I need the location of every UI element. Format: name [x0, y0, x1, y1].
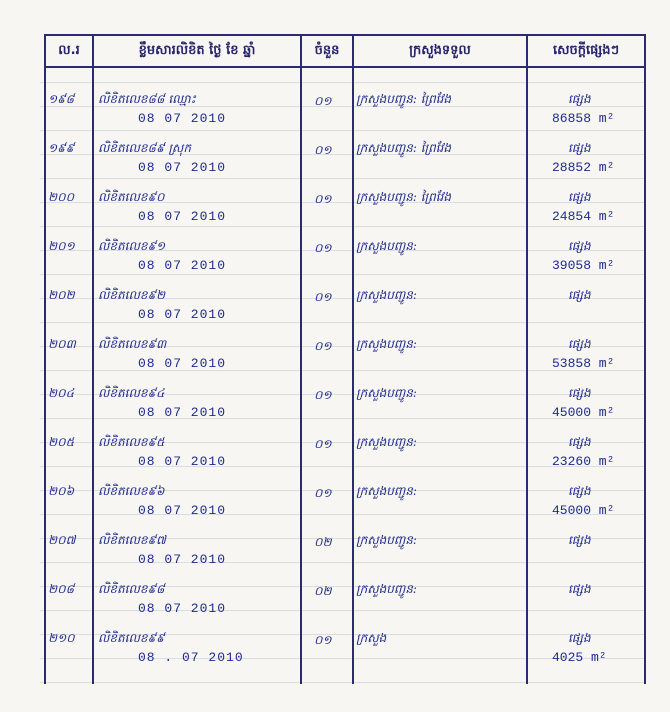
header-record: ខ្លឹមសារលិខិត ថ្ងៃ ខែ ឆ្នាំ [138, 42, 256, 58]
col-border-left [44, 34, 46, 684]
row-office1: ក្រសួងបញ្ជូន: [356, 239, 417, 253]
row-note2: 53858 m² [552, 356, 615, 371]
row-no: ២១០ [48, 631, 75, 645]
row-office1: ក្រសួងបញ្ជូន: ព្រៃវែង [356, 190, 451, 204]
table-top-border [44, 34, 646, 36]
row-note2: 23260 m² [552, 454, 615, 469]
row-count: ០១ [314, 339, 332, 353]
row-note1: ផ្សេង [568, 190, 591, 204]
row-date: 08 07 2010 [138, 552, 227, 567]
row-count: ០១ [314, 94, 332, 108]
ruling-line [40, 82, 646, 83]
row-record: លិខិតលេខ៨៨ ឈ្មោះ [98, 92, 196, 106]
row-no: ២០១ [48, 239, 75, 253]
row-note2: 4025 m² [552, 650, 607, 665]
row-office1: ក្រសួងបញ្ជូន: [356, 386, 417, 400]
row-record: លិខិតលេខ៩១ [98, 239, 166, 253]
row-count: ០១ [314, 388, 332, 402]
row-record: លិខិតលេខ៩៩ [98, 631, 165, 645]
row-office1: ក្រសួងបញ្ជូន: [356, 337, 417, 351]
row-count: ០១ [314, 143, 332, 157]
row-count: ០១ [314, 192, 332, 206]
row-no: ២០៤ [48, 386, 75, 400]
row-no: ១៩៩ [48, 141, 75, 155]
row-count: ០១ [314, 633, 332, 647]
ruling-line [40, 610, 646, 611]
col-border-2 [300, 34, 302, 684]
row-office1: ក្រសួងបញ្ជូន: [356, 582, 417, 596]
row-count: ០១ [314, 241, 332, 255]
ruling-line [40, 226, 646, 227]
ruling-line [40, 106, 646, 107]
row-note1: ផ្សេង [568, 288, 591, 302]
ruling-line [40, 562, 646, 563]
row-no: ២០២ [48, 288, 75, 302]
row-note2: 39058 m² [552, 258, 615, 273]
row-office1: ក្រសួងបញ្ជូន: [356, 484, 417, 498]
row-office1: ក្រសួងបញ្ជូន: [356, 288, 417, 302]
row-note1: ផ្សេង [568, 484, 591, 498]
row-office1: ក្រសួងបញ្ជូន: ព្រៃវែង [356, 92, 451, 106]
header-bottom-border [44, 66, 646, 68]
row-note2: 45000 m² [552, 503, 615, 518]
row-count: ០២ [314, 584, 332, 598]
row-note1: ផ្សេង [568, 92, 591, 106]
row-note2: 24854 m² [552, 209, 615, 224]
ruling-line [40, 682, 646, 683]
ruling-line [40, 178, 646, 179]
row-date: 08 07 2010 [138, 307, 227, 322]
row-date: 08 . 07 2010 [138, 650, 244, 665]
row-record: លិខិតលេខ៩៨ [98, 582, 165, 596]
row-date: 08 07 2010 [138, 454, 227, 469]
row-note1: ផ្សេង [568, 337, 591, 351]
row-no: ២០៧ [48, 533, 76, 547]
row-record: លិខិតលេខ៩៣ [98, 337, 167, 351]
row-no: ២០០ [48, 190, 75, 204]
row-date: 08 07 2010 [138, 111, 227, 126]
row-date: 08 07 2010 [138, 160, 227, 175]
ruling-line [40, 274, 646, 275]
header-no: ល.រ [58, 42, 80, 58]
row-note1: ផ្សេង [568, 582, 591, 596]
col-border-3 [352, 34, 354, 684]
row-no: ២០៦ [48, 484, 75, 498]
row-record: លិខិតលេខ៩៥ [98, 435, 165, 449]
row-office1: ក្រសួងបញ្ជូន: [356, 533, 417, 547]
col-border-1 [92, 34, 94, 684]
row-date: 08 07 2010 [138, 209, 227, 224]
col-border-right [644, 34, 646, 684]
row-record: លិខិតលេខ៩៤ [98, 386, 165, 400]
row-note1: ផ្សេង [568, 239, 591, 253]
col-border-4 [526, 34, 528, 684]
row-office1: ក្រសួងបញ្ជូន: [356, 435, 417, 449]
row-note2: 28852 m² [552, 160, 615, 175]
row-no: ២០៨ [48, 582, 75, 596]
row-no: ២០៣ [48, 337, 76, 351]
header-count: ចំនួន [314, 42, 340, 58]
ruling-line [40, 322, 646, 323]
row-note1: ផ្សេង [568, 141, 591, 155]
row-date: 08 07 2010 [138, 601, 227, 616]
row-note1: ផ្សេង [568, 631, 591, 645]
row-no: ១៩៨ [48, 92, 75, 106]
row-record: លិខិតលេខ៩៧ [98, 533, 166, 547]
row-note2: 86858 m² [552, 111, 615, 126]
row-record: លិខិតលេខ៩០ [98, 190, 165, 204]
row-note2: 45000 m² [552, 405, 615, 420]
row-date: 08 07 2010 [138, 405, 227, 420]
ruling-line [40, 130, 646, 131]
row-note1: ផ្សេង [568, 533, 591, 547]
row-count: ០១ [314, 486, 332, 500]
row-record: លិខិតលេខ៨៩ ស្រុក [98, 141, 191, 155]
row-date: 08 07 2010 [138, 503, 227, 518]
row-office1: ក្រសួងបញ្ជូន: ព្រៃវែង [356, 141, 451, 155]
row-date: 08 07 2010 [138, 258, 227, 273]
row-count: ០១ [314, 290, 332, 304]
header-office: ក្រសួងទទួល [409, 42, 471, 58]
row-count: ០២ [314, 535, 332, 549]
row-date: 08 07 2010 [138, 356, 227, 371]
row-note1: ផ្សេង [568, 386, 591, 400]
row-note1: ផ្សេង [568, 435, 591, 449]
row-office1: ក្រសួង [356, 631, 387, 645]
header-note: សេចក្ដីផ្សេងៗ [552, 42, 620, 58]
row-count: ០១ [314, 437, 332, 451]
row-record: លិខិតលេខ៩២ [98, 288, 166, 302]
row-no: ២០៥ [48, 435, 75, 449]
row-record: លិខិតលេខ៩៦ [98, 484, 165, 498]
